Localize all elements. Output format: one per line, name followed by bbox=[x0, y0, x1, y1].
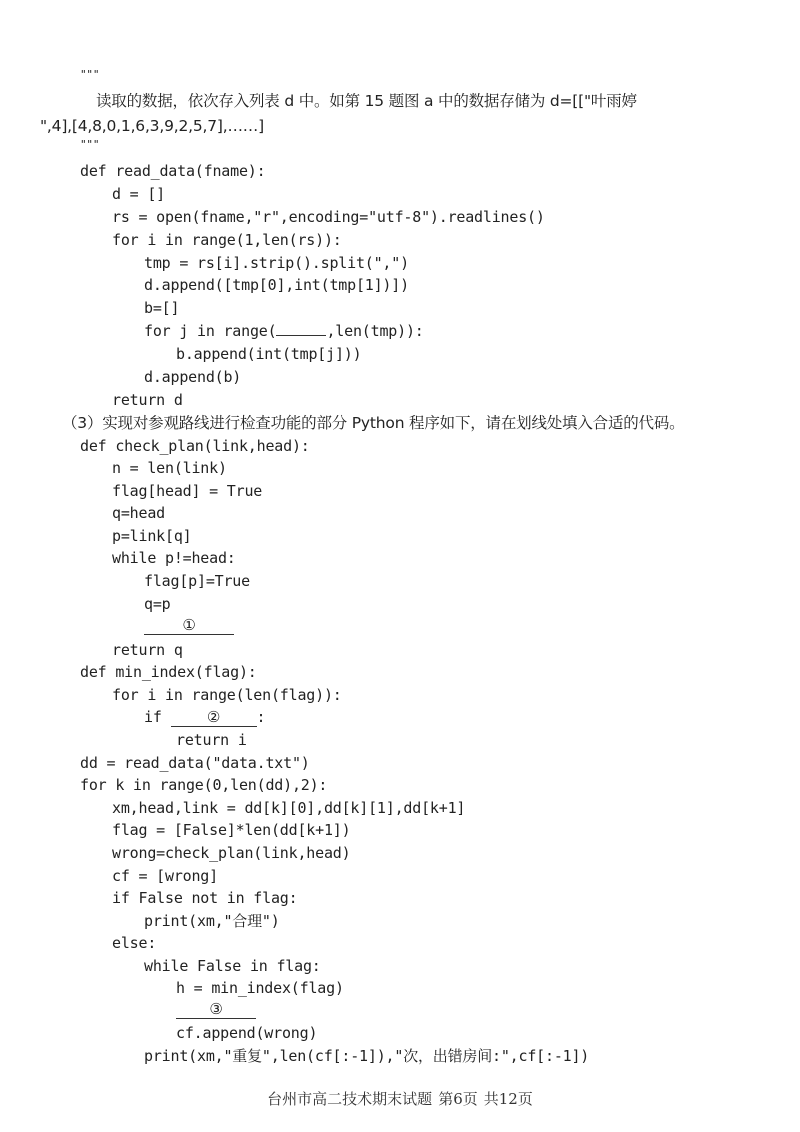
code-check-l5: while p!=head: bbox=[112, 549, 236, 567]
code-read-l2: rs = open(fname,"r",encoding="utf-8").readlines() bbox=[112, 208, 545, 226]
code-min-l2 bbox=[144, 706, 265, 728]
code-main-l14: print(xm,"重复",len(cf[:-1]),"次，出错房间:",cf[:-1]) bbox=[144, 1047, 590, 1065]
footer-title: 台州市高二技术期末试题 bbox=[267, 1090, 433, 1108]
code-main-l11: h = min_index(flag) bbox=[176, 979, 344, 997]
code-main-l1: dd = read_data("data.txt") bbox=[80, 754, 310, 772]
code-main-l12 bbox=[176, 998, 256, 1020]
page-footer bbox=[0, 1088, 800, 1109]
fill-blank-range-start bbox=[276, 335, 326, 336]
doc-line-2: ",4],[4,8,0,1,6,3,9,2,5,7],……] bbox=[40, 117, 264, 135]
code-main-l5: wrong=check_plan(link,head) bbox=[112, 844, 351, 862]
code-read-l9: d.append(b) bbox=[144, 368, 242, 386]
code-check-l8 bbox=[144, 614, 234, 636]
code-min-l3: return i bbox=[176, 731, 247, 749]
code-min-l2-post: : bbox=[256, 708, 266, 726]
code-read-l5: d.append([tmp[0],int(tmp[1])]) bbox=[144, 276, 409, 294]
fill-blank-1: ① bbox=[144, 616, 234, 635]
code-main-l13: cf.append(wrong) bbox=[176, 1024, 318, 1042]
code-read-l4: tmp = rs[i].strip().split(",") bbox=[144, 254, 409, 272]
code-main-l8: print(xm,"合理") bbox=[144, 912, 280, 930]
code-check-l9: return q bbox=[112, 641, 183, 659]
code-main-l2: for k in range(0,len(dd),2): bbox=[80, 776, 328, 794]
code-check-l4: p=link[q] bbox=[112, 527, 192, 545]
code-check-l7: q=p bbox=[144, 595, 171, 613]
docstring-open: """ bbox=[80, 68, 100, 81]
code-main-l10: while False in flag: bbox=[144, 957, 321, 975]
code-read-l1: d = [] bbox=[112, 185, 165, 203]
fill-blank-3: ③ bbox=[176, 1000, 256, 1019]
code-read-l6: b=[] bbox=[144, 299, 180, 317]
code-main-l6: cf = [wrong] bbox=[112, 867, 218, 885]
code-main-l9: else: bbox=[112, 934, 157, 952]
code-read-l7-pre: for j in range( bbox=[144, 322, 277, 340]
code-check-l1: n = len(link) bbox=[112, 459, 227, 477]
code-min-l1: for i in range(len(flag)): bbox=[112, 686, 342, 704]
fill-blank-2: ② bbox=[171, 708, 257, 727]
code-read-l7 bbox=[144, 320, 424, 342]
code-main-l3: xm,head,link = dd[k][0],dd[k][1],dd[k+1] bbox=[112, 799, 466, 817]
code-min-l2-pre: if bbox=[144, 708, 171, 726]
code-check-l6: flag[p]=True bbox=[144, 572, 250, 590]
code-read-l7-post: ,len(tmp)): bbox=[326, 322, 424, 340]
code-check-def: def check_plan(link,head): bbox=[80, 437, 310, 455]
code-check-l3: q=head bbox=[112, 504, 165, 522]
code-main-l4: flag = [False]*len(dd[k+1]) bbox=[112, 821, 351, 839]
code-min-def: def min_index(flag): bbox=[80, 663, 257, 681]
code-read-l3: for i in range(1,len(rs)): bbox=[112, 231, 342, 249]
docstring-close: """ bbox=[80, 138, 100, 151]
footer-page-number: 第6页 bbox=[438, 1090, 478, 1108]
code-read-def: def read_data(fname): bbox=[80, 162, 266, 180]
question-3-heading: （3）实现对参观路线进行检查功能的部分 Python 程序如下，请在划线处填入合适的代码。 bbox=[62, 414, 685, 432]
doc-line-1: 读取的数据，依次存入列表 d 中。如第 15 题图 a 中的数据存储为 d=[["叶雨婷 bbox=[96, 92, 637, 110]
code-read-l10: return d bbox=[112, 391, 183, 409]
footer-total-pages: 共12页 bbox=[483, 1090, 533, 1108]
code-check-l2: flag[head] = True bbox=[112, 482, 263, 500]
code-main-l7: if False not in flag: bbox=[112, 889, 298, 907]
code-read-l8: b.append(int(tmp[j])) bbox=[176, 345, 362, 363]
